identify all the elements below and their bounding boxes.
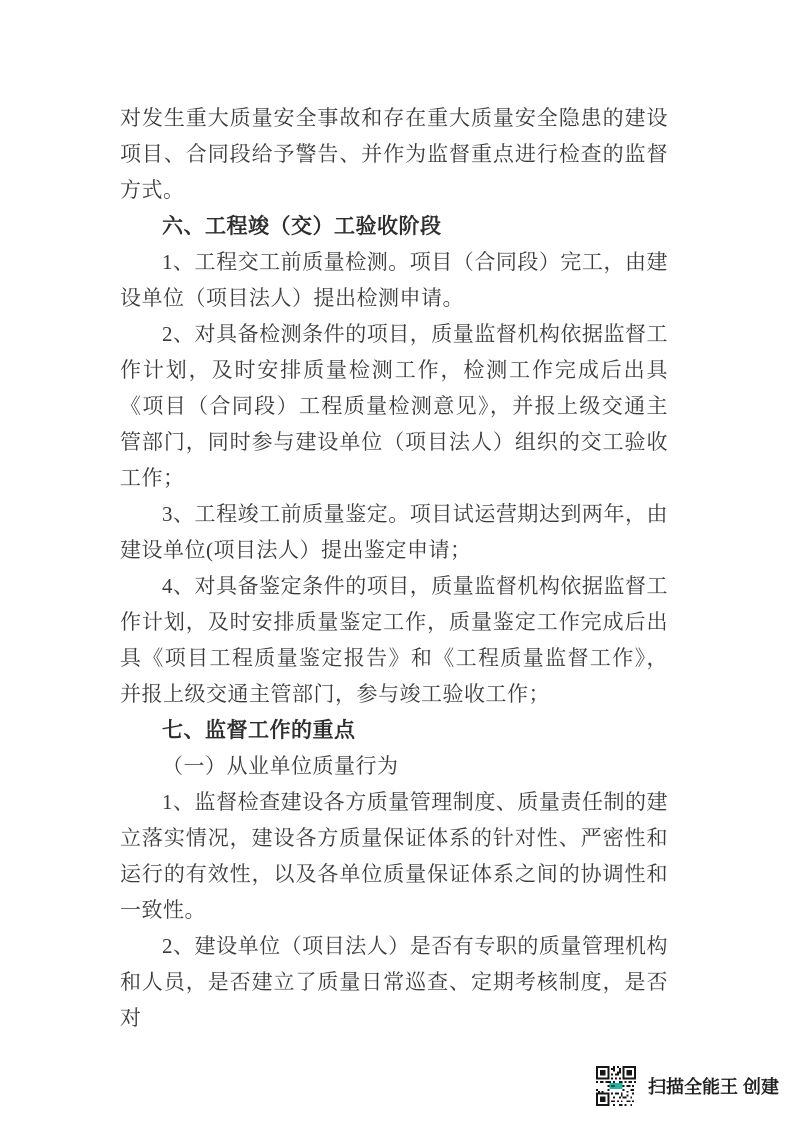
paragraph-focus-1: 1、监督检查建设各方质量管理制度、质量责任制的建立落实情况，建设各方质量保证体系的针对性、严密性和运行的有效性，以及各单位质量保证体系之间的协调性和一致性。 [120, 790, 668, 922]
paragraph-item-3: 3、工程竣工前质量鉴定。项目试运营期达到两年，由建设单位(项目法人）提出鉴定申请； [120, 502, 668, 562]
scanner-watermark [596, 1066, 779, 1106]
paragraph-item-4: 4、对具备鉴定条件的项目，质量监督机构依据监督工作计划，及时安排质量鉴定工作，质量鉴定工作完成后出具《项目工程质量鉴定报告》和《工程质量监督工作》，并报上级交通主管部门，参与竣工验收工作； [120, 574, 668, 706]
paragraph-item-1: 1、工程交工前质量检测。项目（合同段）完工，由建设单位（项目法人）提出检测申请。 [120, 250, 668, 310]
paragraph-continuation: 对发生重大质量安全事故和存在重大质量安全隐患的建设项目、合同段给予警告、并作为监督重点进行检查的监督方式。 [120, 106, 668, 202]
qr-code-icon [596, 1066, 636, 1106]
document-body [120, 100, 668, 1036]
paragraph-item-2: 2、对具备检测条件的项目，质量监督机构依据监督工作计划，及时安排质量检测工作，检测工作完成后出具《项目（合同段）工程质量检测意见》，并报上级交通主管部门，同时参与建设单位（项目法人）组织的交工验收工作； [120, 322, 668, 490]
scanner-watermark-label: 扫描全能王 创建 [648, 1077, 780, 1097]
section-heading-7: 七、监督工作的重点 [162, 718, 356, 742]
paragraph-focus-2: 2、建设单位（项目法人）是否有专职的质量管理机构和人员，是否建立了质量日常巡查、定期考核制度，是否对 [120, 934, 668, 1030]
subsection-heading-1: （一）从业单位质量行为 [162, 754, 399, 778]
section-heading-6: 六、工程竣（交）工验收阶段 [162, 214, 442, 238]
